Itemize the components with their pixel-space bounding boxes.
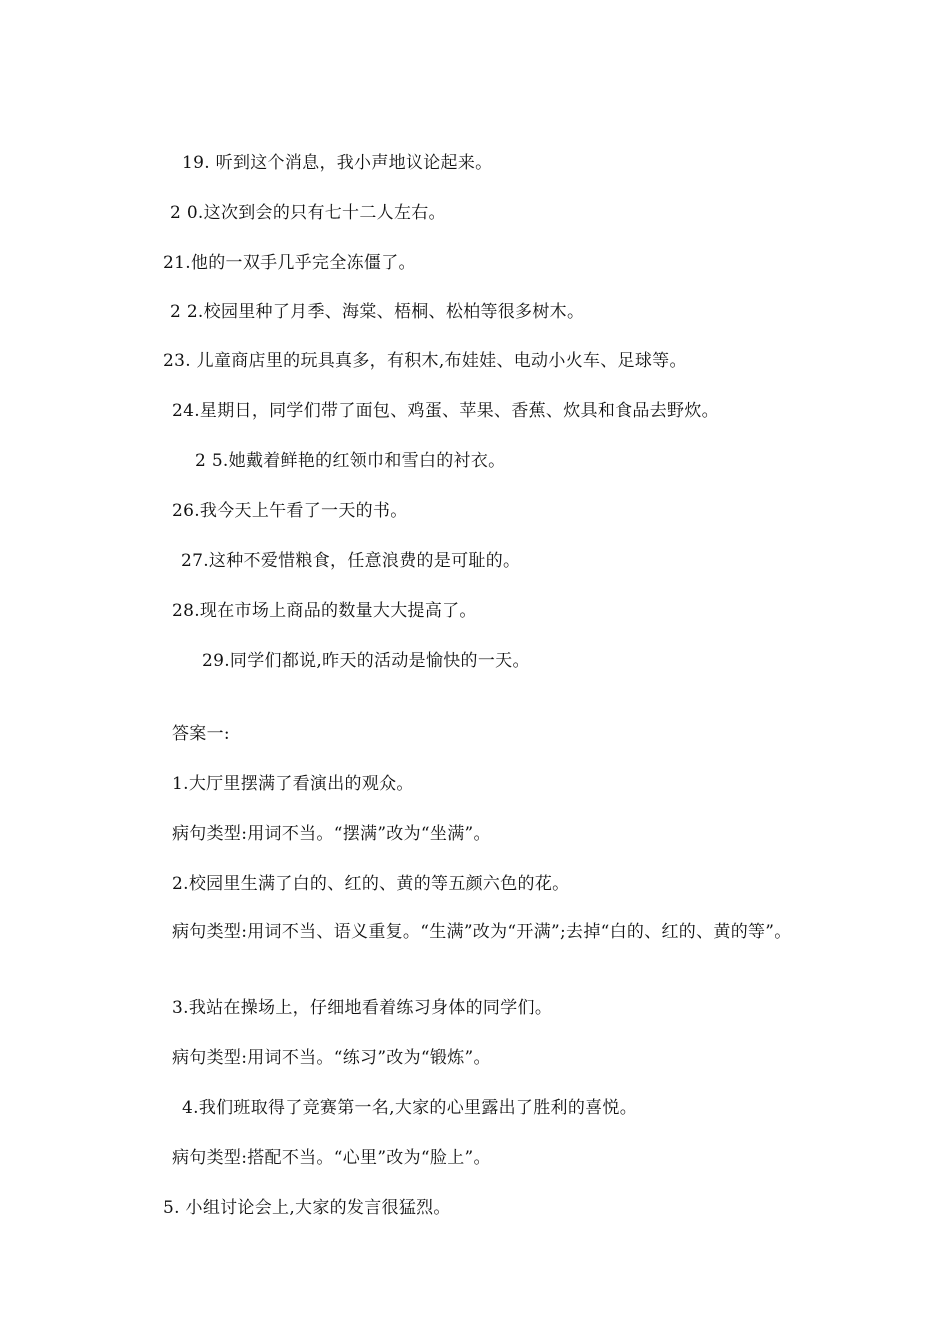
- answer-1-explanation: 病句类型:用词不当。“摆满”改为“坐满”。: [172, 824, 491, 844]
- answer-1-sentence: 1.大厅里摆满了看演出的观众。: [172, 774, 414, 794]
- question-26: 26.我今天上午看了一天的书。: [172, 501, 408, 521]
- question-21: 21.他的一双手几乎完全冻僵了。: [163, 253, 416, 273]
- answer-4-explanation: 病句类型:搭配不当。“心里”改为“脸上”。: [172, 1148, 491, 1168]
- question-24: 24.星期日，同学们带了面包、鸡蛋、苹果、香蕉、炊具和食品去野炊。: [172, 401, 719, 421]
- answer-3-explanation: 病句类型:用词不当。“练习”改为“锻炼”。: [172, 1048, 491, 1068]
- answer-4-sentence: 4.我们班取得了竞赛第一名,大家的心里露出了胜利的喜悦。: [182, 1098, 638, 1118]
- question-28: 28.现在市场上商品的数量大大提高了。: [172, 601, 477, 621]
- question-29: 29.同学们都说,昨天的活动是愉快的一天。: [202, 651, 530, 671]
- question-22: 2 2.校园里种了月季、海棠、梧桐、松柏等很多树木。: [170, 302, 585, 322]
- answer-2-sentence: 2.校园里生满了白的、红的、黄的等五颜六色的花。: [172, 874, 570, 894]
- question-25: 2 5.她戴着鲜艳的红领巾和雪白的衬衣。: [195, 451, 506, 471]
- question-27: 27.这种不爱惜粮食，任意浪费的是可耻的。: [181, 551, 521, 571]
- answer-5-sentence: 5. 小组讨论会上,大家的发言很猛烈。: [163, 1198, 451, 1218]
- question-23: 23. 儿童商店里的玩具真多，有积木,布娃娃、电动小火车、足球等。: [163, 351, 687, 371]
- answer-2-explanation: 病句类型:用词不当、语义重复。“生满”改为“开满”;去掉“白的、红的、黄的等”。: [172, 922, 792, 942]
- answer-3-sentence: 3.我站在操场上，仔细地看着练习身体的同学们。: [172, 998, 553, 1018]
- question-19: 19. 听到这个消息，我小声地议论起来。: [182, 153, 493, 173]
- question-20: 2 0.这次到会的只有七十二人左右。: [170, 203, 446, 223]
- answer-heading: 答案一:: [172, 724, 230, 744]
